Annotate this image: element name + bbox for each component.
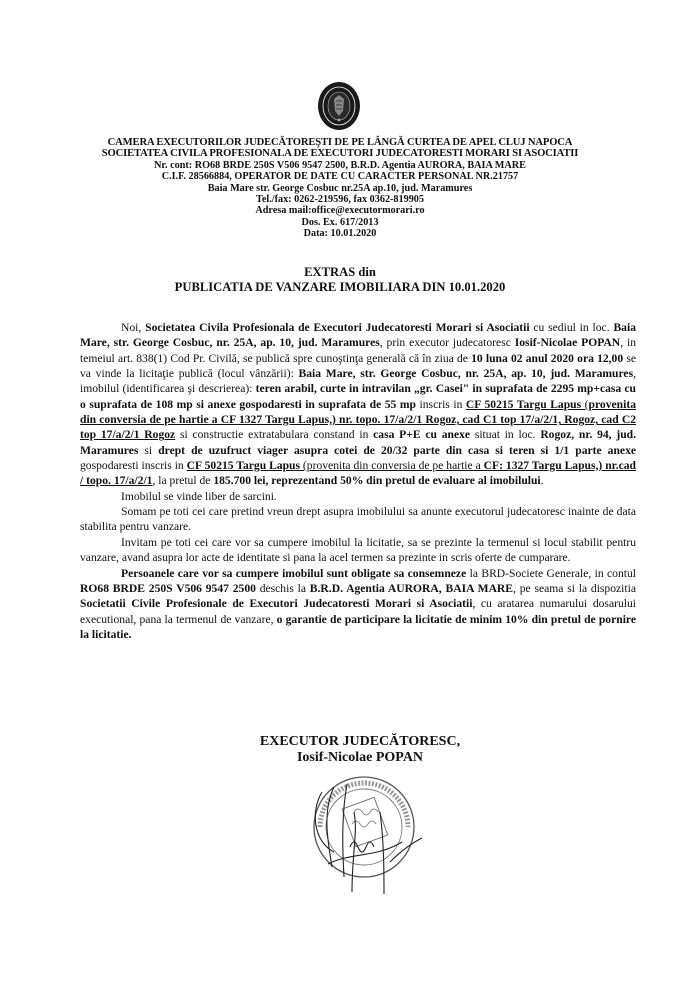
land-registry-2: CF 50215 Targu Lapus [186,459,301,473]
paragraph-free-of-charges: Imobilul se vinde liber de sarcini. [121,489,277,503]
text: , prin executor judecatoresc [379,336,515,350]
header-chamber: CAMERA EXECUTORILOR JUDECĂTOREŞTI DE PE LÂNGĂ CURTEA DE APEL CLUJ NAPOCA [107,137,573,148]
document-header [60,137,620,240]
text: (provenita din conversia de pe hartie a [300,459,484,473]
land-registry-2-details: CF: 1327 Targu Lapus,) nr.cad / topo. 17/a/2/1 [80,459,637,488]
text: gospodaresti inscris in [80,459,187,473]
text: , pe seama si la dispozitia [513,581,636,595]
building-type: casa P+E cu anexe [373,428,471,442]
header-address: Baia Mare str. George Cosbuc nr.25A ap.10, jud. Maramures [207,182,473,194]
header-file-number: Dos. Ex. 617/2013 [301,216,379,228]
property-location: Rogoz, nr. 94, jud. Maramures [80,428,636,457]
paragraph-guarantee [80,566,636,643]
obligation: Persoanele care vor sa cumpere imobilul sunt obligate sa consemneze [121,566,467,580]
official-stamp-signature-icon [292,772,432,912]
text: si [138,443,159,457]
bank-branch: B.R.D. Agentia AURORA, BAIA MARE [309,581,514,595]
title-publication: PUBLICATIA DE VANZARE IMOBILIARA DIN 10.01.2020 [174,279,506,294]
text: cu sediul in loc. [529,321,614,334]
paragraph-invitation: Invitam pe toti cei care vor sa cumpere imobilul la licitatie, sa se prezinte la termenul si locul stabilit pentru vanzare, avand asupra lor acte de identitate si pana la acel termen sa prezinte in scris oferte de cumparare. [80,535,636,565]
executor-name: Iosif-Nicolae POPAN [514,336,621,350]
text: situat in loc. [470,428,541,442]
signature-title: EXECUTOR JUDECĂTORESC, [259,734,461,749]
title-extras: EXTRAS din [304,265,376,279]
header-phone: Tel./fax: 0262-219596, fax 0362-819905 [256,194,424,206]
header-bank-account: Nr. cont: RO68 BRDE 250S V506 9547 2500, B.R.D. Agentia AURORA, BAIA MARE [154,159,526,171]
property-description: teren arabil, curte in intravilan „gr. Casei" in suprafata de 2295 mp+casa cu o suprafata de 108 mp si anexe gospodaresti in suprafata de 55 mp [80,382,636,411]
paragraph-summons: Somam pe toti cei care pretind vreun drept asupra imobilului sa anunte executorul judecatoresc inainte de data stabilita pentru vanzare. [80,505,636,534]
document-title [60,265,620,294]
text: inscris in [416,397,466,411]
text: . [540,474,544,488]
signature-name: Iosif-Nicolae POPAN [296,750,424,765]
header-email: Adresa mail:office@executormorari.ro [255,205,425,217]
sale-datetime: 10 luna 02 anul 2020 ora 12,00 [471,351,624,365]
header-cif: C.I.F. 28566884, OPERATOR DE DATE CU CARACTER PERSONAL NR.21757 [161,171,519,183]
land-registry-details: provenita din conversia de pe hartie a CF 1327 Targu Lapus,) nr. topo. 17/a/2/1 Rogoz, cad C1 top 17/a/2/1, Rogoz, cad C2 top 17/a/2/1 Rogoz [80,397,636,442]
text: Noi, [121,321,146,334]
signature-block [220,734,500,766]
coat-of-arms-seal-icon [317,81,361,131]
text: si constructie extratabulara constand in [175,428,374,442]
sale-price: 185.700 lei, reprezentand 50% din pretul de evaluare al imobilului [213,474,541,488]
text: , cu aratarea numarului dosarului executional, pana la termenul de vanzare, [80,597,636,626]
company-address: Baia Mare, str. George Cosbuc, nr. 25A, ap. 10, jud. Maramures [80,321,636,350]
text: , la pretul de [152,474,214,488]
sale-location: Baia Mare, str. George Cosbuc, nr. 25A, ap. 10, jud. Maramures [298,367,634,381]
paragraph-sale-announcement [80,320,636,489]
header-date: Data: 10.01.2020 [303,228,377,240]
text: ( [581,397,589,411]
document-body [80,320,636,642]
text: la BRD-Societe Generale, in contul [466,566,636,580]
company-name: Societatii Civile Profesionale de Executori Judecatoresti Morari si Asociatii [80,597,473,611]
text: deschis la [255,581,310,595]
company-name: Societatea Civila Profesionala de Executori Judecatoresti Morari si Asociatii [145,321,530,334]
guarantee-requirement: o garantie de participare la licitatie de minim 10% din pretul de pornire la licitatie. [80,612,636,641]
bank-account: RO68 BRDE 250S V506 9547 2500 [80,581,256,595]
text: , imobilul (identificarea şi descrierea): [80,367,636,396]
text: , in temeiul art. 838(1) Cod Pr. Civilă, se publică spre cunoştinţa generală că în ziua de [80,336,636,365]
header-company: SOCIETATEA CIVILA PROFESIONALA DE EXECUTORI JUDECATORESTI MORARI SI ASOCIATII [101,148,579,160]
land-registry: CF 50215 Targu Lapus [465,397,582,411]
text: se va vinde la licitaţie publică (locul vânzării): [80,351,636,381]
usufruct-rights: drept de uzufruct viager asupra cotei de 20/32 parte din casa si teren si 1/1 parte anexe [158,443,637,457]
